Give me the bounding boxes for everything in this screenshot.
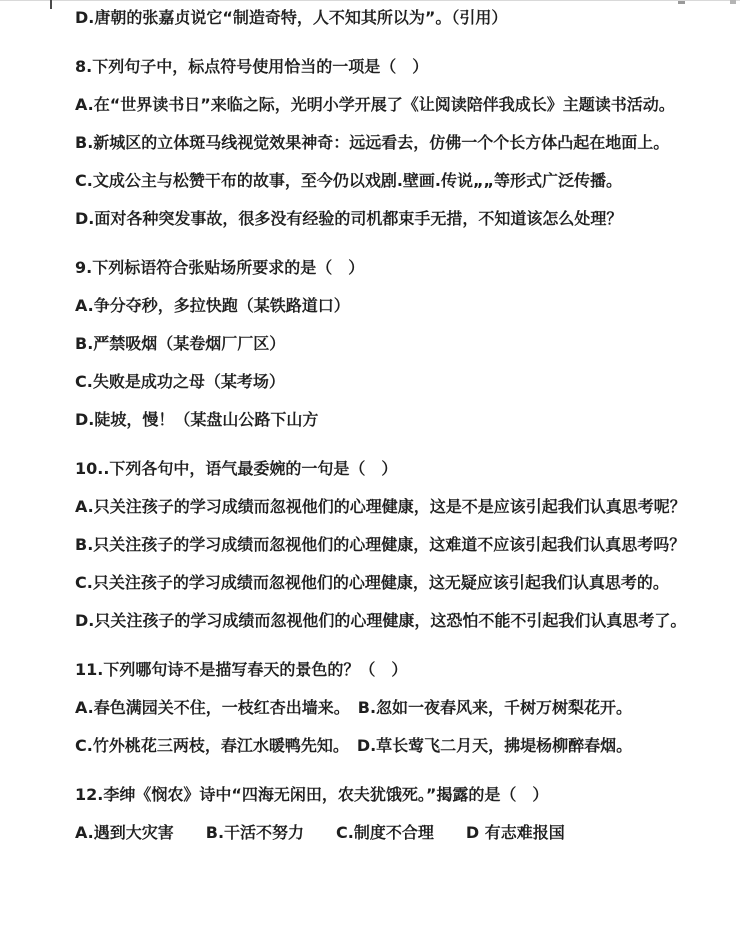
question-block-q9 <box>75 258 735 430</box>
text-line: 9.下列标语符合张贴场所要求的是（ ） <box>75 258 365 277</box>
page-margin-tick-left <box>50 0 52 9</box>
text-line: 11.下列哪句诗不是描写春天的景色的？（ ） <box>75 660 408 679</box>
text-line: D.陡坡，慢！（某盘山公路下山方 <box>75 410 319 429</box>
text-line: C.失败是成功之母（某考场） <box>75 372 285 391</box>
text-line: C.文成公主与松赞干布的故事，至今仍以戏剧.壁画.传说„„等形式广泛传播。 <box>75 171 623 190</box>
text-line: C.竹外桃花三两枝，春江水暖鸭先知。 D.草长莺飞二月天，拂堤杨柳醉春烟。 <box>75 736 633 755</box>
text-line: 8.下列句子中，标点符号使用恰当的一项是（ ） <box>75 57 429 76</box>
text-line: A.春色满园关不住，一枝红杏出墙来。 B.忽如一夜春风来，千树万树梨花开。 <box>75 698 633 717</box>
question-block-q8 <box>75 57 735 229</box>
text-line: D.唐朝的张嘉贞说它“制造奇特，人不知其所以为”。（引用） <box>75 8 508 27</box>
text-line: B.新城区的立体斑马线视觉效果神奇：远远看去，仿佛一个个长方体凸起在地面上。 <box>75 133 670 152</box>
text-line: C.只关注孩子的学习成绩而忽视他们的心理健康，这无疑应该引起我们认真思考的。 <box>75 573 669 592</box>
question-block-q7-option-d <box>75 8 735 28</box>
question-block-q11 <box>75 660 735 756</box>
text-line: B.只关注孩子的学习成绩而忽视他们的心理健康，这难道不应该引起我们认真思考吗？ <box>75 535 686 554</box>
page-margin-tick-mid-right <box>678 1 685 4</box>
text-line: D.面对各种突发事故，很多没有经验的司机都束手无措，不知道该怎么处理？ <box>75 209 623 228</box>
text-line: 12.李绅《悯农》诗中“四海无闲田，农夫犹饿死。”揭露的是（ ） <box>75 785 549 804</box>
question-block-q10 <box>75 459 735 631</box>
page-margin-tick-right <box>730 0 736 4</box>
text-line: D.只关注孩子的学习成绩而忽视他们的心理健康，这恐怕不能不引起我们认真思考了。 <box>75 611 687 630</box>
text-line: A.只关注孩子的学习成绩而忽视他们的心理健康，这是不是应该引起我们认真思考呢？ <box>75 497 686 516</box>
page-top-border <box>0 0 740 1</box>
question-block-q12 <box>75 785 735 843</box>
document-content <box>75 8 735 872</box>
text-line: A.争分夺秒，多拉快跑（某铁路道口） <box>75 296 350 315</box>
text-line: A.在“世界读书日”来临之际，光明小学开展了《让阅读陪伴我成长》主题读书活动。 <box>75 95 675 114</box>
text-line: 10..下列各句中，语气最委婉的一句是（ ） <box>75 459 398 478</box>
text-line: B.严禁吸烟（某卷烟厂厂区） <box>75 334 286 353</box>
text-line: A.遇到大灾害 B.干活不努力 C.制度不合理 D 有志难报国 <box>75 823 565 842</box>
